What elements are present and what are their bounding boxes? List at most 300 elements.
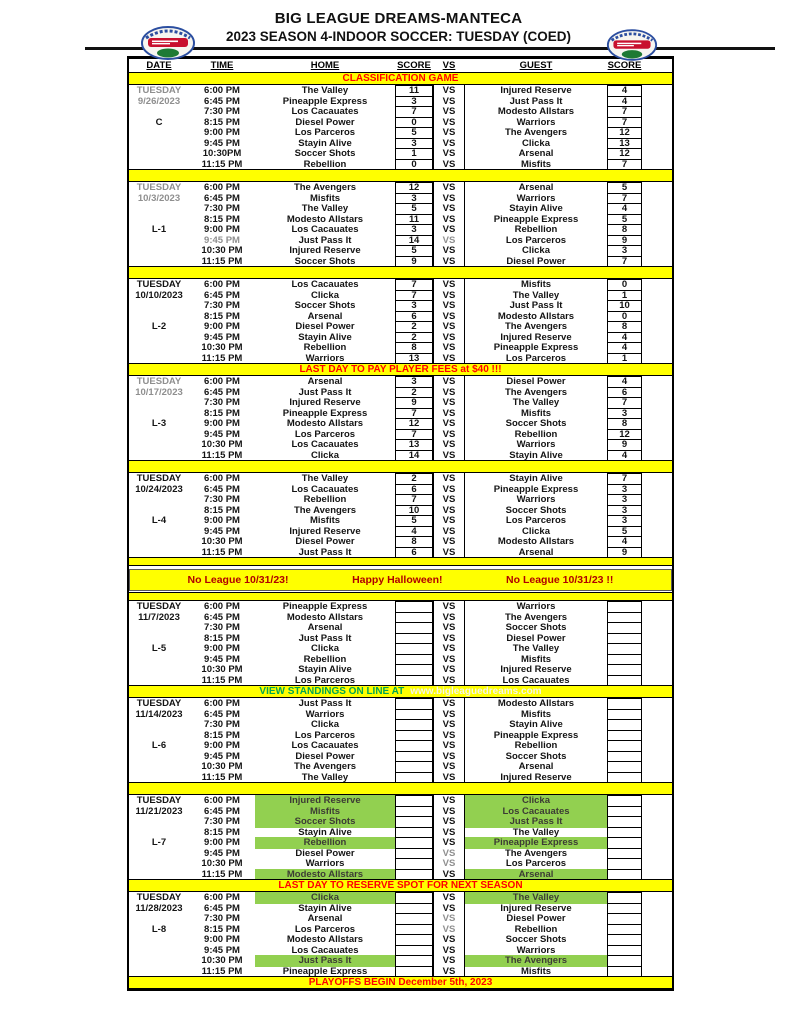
game-time: 7:30 PM bbox=[204, 106, 240, 117]
game-time: 9:00 PM bbox=[204, 127, 240, 138]
game-time: 9:00 PM bbox=[204, 515, 240, 526]
home-score-box: 7 bbox=[395, 494, 433, 506]
home-team: Misfits bbox=[309, 515, 341, 526]
guest-team: Rebellion bbox=[514, 923, 558, 935]
day-label: TUESDAY bbox=[136, 698, 182, 709]
vs-label: VS bbox=[433, 934, 465, 946]
guest-team: Clicka bbox=[522, 525, 550, 537]
guest-team: Soccer Shots bbox=[505, 418, 567, 429]
home-score-box: 0 bbox=[395, 159, 433, 171]
home-score-box: 5 bbox=[395, 127, 433, 139]
guest-team: Modesto Allstars bbox=[497, 310, 575, 322]
guest-team: The Valley bbox=[465, 892, 607, 904]
home-score-box: 5 bbox=[395, 515, 433, 527]
standings-band bbox=[129, 685, 672, 698]
guest-team: Warriors bbox=[516, 494, 556, 505]
vs-label: VS bbox=[433, 117, 465, 129]
guest-team: Misfits bbox=[520, 279, 552, 290]
home-team: Diesel Power bbox=[295, 536, 355, 547]
guest-score-box: 7 bbox=[607, 397, 642, 409]
guest-team: Injured Reserve bbox=[500, 664, 572, 675]
home-team: Just Pass It bbox=[298, 234, 352, 246]
guest-team: Misfits bbox=[520, 965, 552, 977]
home-score-box: 2 bbox=[395, 321, 433, 333]
home-score-box: 3 bbox=[395, 376, 433, 388]
guest-team: Rebellion bbox=[514, 740, 558, 751]
vs-label: VS bbox=[433, 612, 465, 624]
week-block-C bbox=[129, 85, 672, 170]
game-time: 9:45 PM bbox=[204, 331, 240, 343]
guest-score-box: 3 bbox=[607, 494, 642, 506]
game-time: 7:30 PM bbox=[204, 719, 240, 730]
week-label: L-1 bbox=[151, 224, 167, 235]
vs-label: VS bbox=[433, 751, 465, 763]
week-block-L-6 bbox=[129, 698, 672, 783]
column-header-time: TIME bbox=[210, 60, 234, 71]
vs-label: VS bbox=[433, 795, 465, 807]
home-score-box: 7 bbox=[395, 290, 433, 302]
game-time: 6:00 PM bbox=[204, 376, 240, 387]
guest-team: Warriors bbox=[516, 192, 556, 204]
home-team: The Valley bbox=[301, 771, 349, 783]
home-score-box: 7 bbox=[395, 279, 433, 291]
game-time: 9:45 PM bbox=[204, 944, 240, 956]
guest-score-box: 3 bbox=[607, 408, 642, 420]
day-label: TUESDAY bbox=[136, 376, 182, 387]
reserve-band-text: LAST DAY TO RESERVE SPOT FOR NEXT SEASON bbox=[278, 880, 523, 891]
vs-label: VS bbox=[433, 353, 465, 365]
vs-label: VS bbox=[433, 547, 465, 559]
guest-team: Stayin Alive bbox=[509, 719, 563, 730]
guest-team: The Avengers bbox=[504, 386, 568, 398]
guest-team: Arsenal bbox=[518, 761, 554, 772]
vs-label: VS bbox=[433, 429, 465, 441]
vs-label: VS bbox=[433, 387, 465, 399]
game-time: 10:30 PM bbox=[201, 955, 243, 966]
vs-label: VS bbox=[433, 397, 465, 409]
divider-band bbox=[129, 592, 672, 601]
vs-label: VS bbox=[433, 321, 465, 333]
game-time: 9:45 PM bbox=[204, 750, 240, 762]
guest-team: Just Pass It bbox=[509, 95, 563, 107]
vs-label: VS bbox=[433, 159, 465, 171]
vs-label: VS bbox=[433, 837, 465, 849]
guest-score-box: 4 bbox=[607, 96, 642, 108]
guest-team: Injured Reserve bbox=[500, 331, 572, 343]
classification-band-text: CLASSIFICATION GAME bbox=[342, 73, 459, 84]
home-team: Pineapple Express bbox=[282, 601, 368, 612]
vs-label: VS bbox=[433, 127, 465, 139]
divider-band bbox=[129, 266, 672, 279]
home-team: Arsenal bbox=[307, 310, 343, 322]
home-team: Modesto Allstars bbox=[286, 611, 364, 623]
week-label: L-8 bbox=[151, 923, 167, 935]
playoffs-band bbox=[129, 976, 672, 989]
guest-score-box: 9 bbox=[607, 235, 642, 247]
game-time: 8:15 PM bbox=[204, 826, 240, 838]
game-time: 9:45 PM bbox=[204, 234, 240, 246]
home-score-box: 3 bbox=[395, 193, 433, 205]
home-team: Warriors bbox=[305, 352, 345, 364]
game-time: 10:30 PM bbox=[201, 439, 243, 450]
home-score-box: 13 bbox=[395, 353, 433, 365]
home-team: Rebellion bbox=[303, 342, 347, 353]
vs-label: VS bbox=[433, 730, 465, 742]
vs-label: VS bbox=[433, 848, 465, 860]
week-block-L-8 bbox=[129, 892, 672, 977]
vs-label: VS bbox=[433, 418, 465, 430]
home-score-box: 2 bbox=[395, 473, 433, 485]
week-label: L-2 bbox=[151, 321, 167, 332]
vs-label: VS bbox=[433, 148, 465, 160]
vs-label: VS bbox=[433, 740, 465, 752]
guest-score-box: 4 bbox=[607, 376, 642, 388]
home-team: Stayin Alive bbox=[298, 137, 352, 149]
classification-band bbox=[129, 72, 672, 85]
vs-label: VS bbox=[433, 709, 465, 721]
vs-label: VS bbox=[433, 892, 465, 904]
vs-label: VS bbox=[433, 279, 465, 291]
guest-team: Clicka bbox=[522, 137, 550, 149]
guest-score-box: 4 bbox=[607, 203, 642, 215]
home-team: Rebellion bbox=[303, 494, 347, 505]
game-time: 6:45 PM bbox=[204, 192, 240, 204]
guest-team: Clicka bbox=[465, 795, 607, 807]
halloween-band-text: Happy Halloween! bbox=[352, 574, 443, 586]
game-time: 7:30 PM bbox=[204, 816, 240, 827]
home-score-box: 12 bbox=[395, 418, 433, 430]
home-score-box: 14 bbox=[395, 450, 433, 462]
guest-team: The Valley bbox=[512, 826, 560, 838]
home-team: Soccer Shots bbox=[294, 300, 356, 311]
home-team: Diesel Power bbox=[295, 321, 355, 332]
vs-label: VS bbox=[433, 224, 465, 236]
date-label: 10/3/2023 bbox=[137, 192, 181, 204]
guest-team: Los Parceros bbox=[505, 352, 567, 364]
home-score-box: 11 bbox=[395, 85, 433, 97]
vs-label: VS bbox=[433, 138, 465, 150]
home-team: Arsenal bbox=[307, 622, 343, 633]
game-time: 9:45 PM bbox=[204, 653, 240, 665]
game-time: 8:15 PM bbox=[204, 310, 240, 322]
guest-score-box: 12 bbox=[607, 127, 642, 139]
column-header-home: HOME bbox=[310, 60, 340, 71]
guest-team: The Avengers bbox=[504, 321, 568, 332]
home-team: Clicka bbox=[311, 289, 339, 301]
week-label: L-5 bbox=[151, 643, 167, 654]
vs-label: VS bbox=[433, 473, 465, 485]
game-time: 6:00 PM bbox=[204, 473, 240, 484]
game-time: 6:45 PM bbox=[204, 902, 240, 914]
guest-score-box: 12 bbox=[607, 429, 642, 441]
vs-label: VS bbox=[433, 806, 465, 818]
guest-team: Warriors bbox=[516, 944, 556, 956]
divider-band bbox=[129, 782, 672, 795]
game-time: 8:15 PM bbox=[204, 116, 240, 128]
day-label: TUESDAY bbox=[136, 795, 182, 806]
game-time: 9:45 PM bbox=[204, 847, 240, 859]
guest-team: Injured Reserve bbox=[500, 902, 572, 914]
date-label: 10/24/2023 bbox=[135, 483, 183, 495]
guest-team: Injured Reserve bbox=[500, 771, 572, 783]
game-time: 6:45 PM bbox=[204, 386, 240, 398]
home-team: Pineapple Express bbox=[282, 407, 368, 419]
vs-label: VS bbox=[433, 245, 465, 257]
game-time: 11:15 PM bbox=[201, 771, 243, 783]
guest-score-box: 8 bbox=[607, 418, 642, 430]
home-team: Los Parceros bbox=[294, 923, 356, 935]
vs-label: VS bbox=[433, 376, 465, 388]
vs-label: VS bbox=[433, 256, 465, 268]
column-header-score-guest: SCORE bbox=[607, 60, 642, 71]
guest-team: Pineapple Express bbox=[493, 213, 579, 225]
vs-label: VS bbox=[433, 214, 465, 226]
vs-label: VS bbox=[433, 484, 465, 496]
day-label: TUESDAY bbox=[136, 85, 182, 96]
home-team: Stayin Alive bbox=[298, 826, 352, 838]
guest-team: Pineapple Express bbox=[493, 729, 579, 741]
game-time: 10:30 PM bbox=[201, 664, 243, 675]
guest-team: Warriors bbox=[516, 439, 556, 450]
vs-label: VS bbox=[433, 924, 465, 936]
guest-team: Los Parceros bbox=[505, 234, 567, 246]
guest-score-box: 9 bbox=[607, 547, 642, 559]
game-time: 9:00 PM bbox=[204, 224, 240, 235]
guest-team: Arsenal bbox=[518, 546, 554, 558]
game-time: 10:30 PM bbox=[201, 858, 243, 869]
game-time: 11:15 PM bbox=[201, 868, 243, 880]
guest-score-box: 7 bbox=[607, 106, 642, 118]
guest-score-box: 13 bbox=[607, 138, 642, 150]
vs-label: VS bbox=[433, 761, 465, 773]
guest-team: Los Parceros bbox=[505, 515, 567, 526]
vs-label: VS bbox=[433, 85, 465, 97]
home-team: Los Cacauates bbox=[291, 106, 359, 117]
vs-label: VS bbox=[433, 858, 465, 870]
guest-score-box: 12 bbox=[607, 148, 642, 160]
game-time: 6:45 PM bbox=[204, 95, 240, 107]
guest-team: Misfits bbox=[520, 653, 552, 665]
home-team: Stayin Alive bbox=[298, 331, 352, 343]
guest-score-box: 7 bbox=[607, 117, 642, 129]
home-score-box: 5 bbox=[395, 245, 433, 257]
week-block-L-7 bbox=[129, 795, 672, 880]
game-time: 7:30 PM bbox=[204, 300, 240, 311]
home-team: Modesto Allstars bbox=[255, 869, 395, 881]
game-time: 10:30 PM bbox=[201, 342, 243, 353]
home-team: The Avengers bbox=[293, 761, 357, 772]
halloween-band-text: No League 10/31/23 !! bbox=[506, 574, 614, 586]
vs-label: VS bbox=[433, 332, 465, 344]
guest-score-box: 5 bbox=[607, 182, 642, 194]
home-team: Soccer Shots bbox=[255, 816, 395, 828]
vs-label: VS bbox=[433, 342, 465, 354]
home-score-box: 7 bbox=[395, 429, 433, 441]
guest-team: Stayin Alive bbox=[509, 203, 563, 214]
bld-logo-right bbox=[606, 27, 658, 68]
game-time: 9:00 PM bbox=[204, 837, 240, 848]
game-time: 11:15 PM bbox=[201, 965, 243, 977]
bld-logo-icon bbox=[606, 27, 658, 63]
standings-band-text: VIEW STANDINGS ON LINE AT bbox=[259, 686, 405, 697]
guest-team: Arsenal bbox=[518, 148, 554, 159]
guest-team: Los Cacauates bbox=[502, 674, 570, 686]
game-time: 8:15 PM bbox=[204, 504, 240, 516]
game-time: 11:15 PM bbox=[201, 449, 243, 461]
guest-score-box: 3 bbox=[607, 484, 642, 496]
game-time: 11:15 PM bbox=[201, 352, 243, 364]
page-subtitle: 2023 SEASON 4-INDOOR SOCCER: TUESDAY (COED) bbox=[225, 29, 572, 44]
home-score-box: 2 bbox=[395, 332, 433, 344]
vs-label: VS bbox=[433, 816, 465, 828]
schedule-table bbox=[127, 56, 674, 991]
guest-team: Modesto Allstars bbox=[497, 536, 575, 547]
vs-label: VS bbox=[433, 300, 465, 312]
guest-score-box: 0 bbox=[607, 279, 642, 291]
vs-label: VS bbox=[433, 526, 465, 538]
vs-label: VS bbox=[433, 622, 465, 634]
halloween-band-text: No League 10/31/23! bbox=[187, 574, 289, 586]
home-team: Modesto Allstars bbox=[286, 418, 364, 429]
guest-score-box: 8 bbox=[607, 321, 642, 333]
guest-team: Soccer Shots bbox=[505, 504, 567, 516]
vs-label: VS bbox=[433, 235, 465, 247]
date-label: 10/10/2023 bbox=[135, 289, 183, 301]
vs-label: VS bbox=[433, 96, 465, 108]
vs-label: VS bbox=[433, 439, 465, 451]
game-time: 6:00 PM bbox=[204, 85, 240, 96]
home-team: Clicka bbox=[255, 892, 395, 904]
vs-label: VS bbox=[433, 827, 465, 839]
reserve-band bbox=[129, 879, 672, 892]
guest-score-box: 1 bbox=[607, 290, 642, 302]
home-score-box: 3 bbox=[395, 96, 433, 108]
column-header-guest: GUEST bbox=[519, 60, 553, 71]
column-header-vs: VS bbox=[442, 60, 456, 71]
playoffs-band-text: PLAYOFFS BEGIN December 5th, 2023 bbox=[308, 977, 493, 988]
vs-label: VS bbox=[433, 450, 465, 462]
vs-label: VS bbox=[433, 869, 465, 881]
game-time: 9:45 PM bbox=[204, 428, 240, 440]
home-team: Diesel Power bbox=[295, 116, 355, 128]
home-team: Stayin Alive bbox=[298, 664, 352, 675]
date-label: 9/26/2023 bbox=[137, 95, 181, 107]
home-team: Los Parceros bbox=[294, 127, 356, 138]
home-team: Misfits bbox=[255, 806, 395, 818]
home-team: The Valley bbox=[301, 473, 349, 484]
page-title: BIG LEAGUE DREAMS-MANTECA bbox=[274, 10, 523, 27]
home-team: Just Pass It bbox=[298, 632, 352, 644]
game-time: 10:30PM bbox=[202, 148, 242, 159]
guest-score-box: 3 bbox=[607, 245, 642, 257]
guest-team: Arsenal bbox=[518, 182, 554, 193]
week-label: C bbox=[155, 116, 163, 128]
guest-team: Just Pass It bbox=[509, 300, 563, 311]
home-team: Clicka bbox=[311, 643, 339, 654]
game-time: 6:45 PM bbox=[204, 289, 240, 301]
guest-team: Diesel Power bbox=[506, 255, 566, 267]
home-score-box: 6 bbox=[395, 311, 433, 323]
home-score-box: 2 bbox=[395, 387, 433, 399]
guest-team: Misfits bbox=[520, 158, 552, 170]
vs-label: VS bbox=[433, 698, 465, 710]
home-score-box: 5 bbox=[395, 203, 433, 215]
game-time: 9:45 PM bbox=[204, 525, 240, 537]
divider-band bbox=[129, 169, 672, 182]
home-team: The Valley bbox=[301, 85, 349, 96]
vs-label: VS bbox=[433, 719, 465, 731]
divider-band bbox=[129, 460, 672, 473]
game-time: 9:00 PM bbox=[204, 418, 240, 429]
date-label: 10/17/2023 bbox=[135, 386, 183, 398]
guest-team: Rebellion bbox=[514, 428, 558, 440]
column-header-date: DATE bbox=[146, 60, 172, 71]
home-team: Warriors bbox=[305, 708, 345, 720]
guest-team: Warriors bbox=[516, 601, 556, 612]
vs-label: VS bbox=[433, 772, 465, 784]
guest-team: Pineapple Express bbox=[493, 342, 579, 353]
week-block-L-4 bbox=[129, 473, 672, 558]
guest-team: The Valley bbox=[512, 289, 560, 301]
home-team: Soccer Shots bbox=[294, 148, 356, 159]
guest-team: Soccer Shots bbox=[505, 622, 567, 633]
guest-team: Diesel Power bbox=[506, 632, 566, 644]
guest-team: Misfits bbox=[520, 407, 552, 419]
home-score-box: 0 bbox=[395, 117, 433, 129]
home-score-box: 8 bbox=[395, 342, 433, 354]
home-score-box: 13 bbox=[395, 439, 433, 451]
game-time: 6:00 PM bbox=[204, 892, 240, 903]
home-score-box: 4 bbox=[395, 526, 433, 538]
home-team: Injured Reserve bbox=[289, 245, 361, 256]
guest-team: Soccer Shots bbox=[505, 750, 567, 762]
home-score-box: 6 bbox=[395, 547, 433, 559]
page-header bbox=[127, 10, 670, 44]
guest-score-box: 6 bbox=[607, 387, 642, 399]
day-label: TUESDAY bbox=[136, 182, 182, 193]
guest-team: The Avengers bbox=[504, 611, 568, 623]
game-time: 9:00 PM bbox=[204, 934, 240, 945]
week-label: L-6 bbox=[151, 740, 167, 751]
fees-band bbox=[129, 363, 672, 376]
guest-team: Just Pass It bbox=[465, 816, 607, 828]
vs-label: VS bbox=[433, 903, 465, 915]
vs-label: VS bbox=[433, 643, 465, 655]
home-team: Just Pass It bbox=[255, 955, 395, 967]
guest-team: Modesto Allstars bbox=[497, 698, 575, 709]
game-time: 6:00 PM bbox=[204, 182, 240, 193]
day-label: TUESDAY bbox=[136, 279, 182, 290]
home-team: Clicka bbox=[311, 719, 339, 730]
game-time: 9:45 PM bbox=[204, 137, 240, 149]
home-score-box: 8 bbox=[395, 536, 433, 548]
home-score-box: 3 bbox=[395, 300, 433, 312]
date-label: 11/14/2023 bbox=[135, 708, 183, 720]
game-time: 11:15 PM bbox=[201, 158, 243, 170]
guest-team: Stayin Alive bbox=[509, 473, 563, 484]
game-time: 7:30 PM bbox=[204, 913, 240, 924]
guest-team: Injured Reserve bbox=[500, 85, 572, 96]
guest-score-box: 4 bbox=[607, 450, 642, 462]
vs-label: VS bbox=[433, 106, 465, 118]
guest-score-box: 10 bbox=[607, 300, 642, 312]
home-team: Los Cacauates bbox=[291, 224, 359, 235]
date-label: 11/21/2023 bbox=[135, 805, 183, 817]
home-team: Rebellion bbox=[303, 158, 347, 170]
guest-score-box: 5 bbox=[607, 526, 642, 538]
guest-team: The Avengers bbox=[504, 127, 568, 138]
game-time: 11:15 PM bbox=[201, 674, 243, 686]
